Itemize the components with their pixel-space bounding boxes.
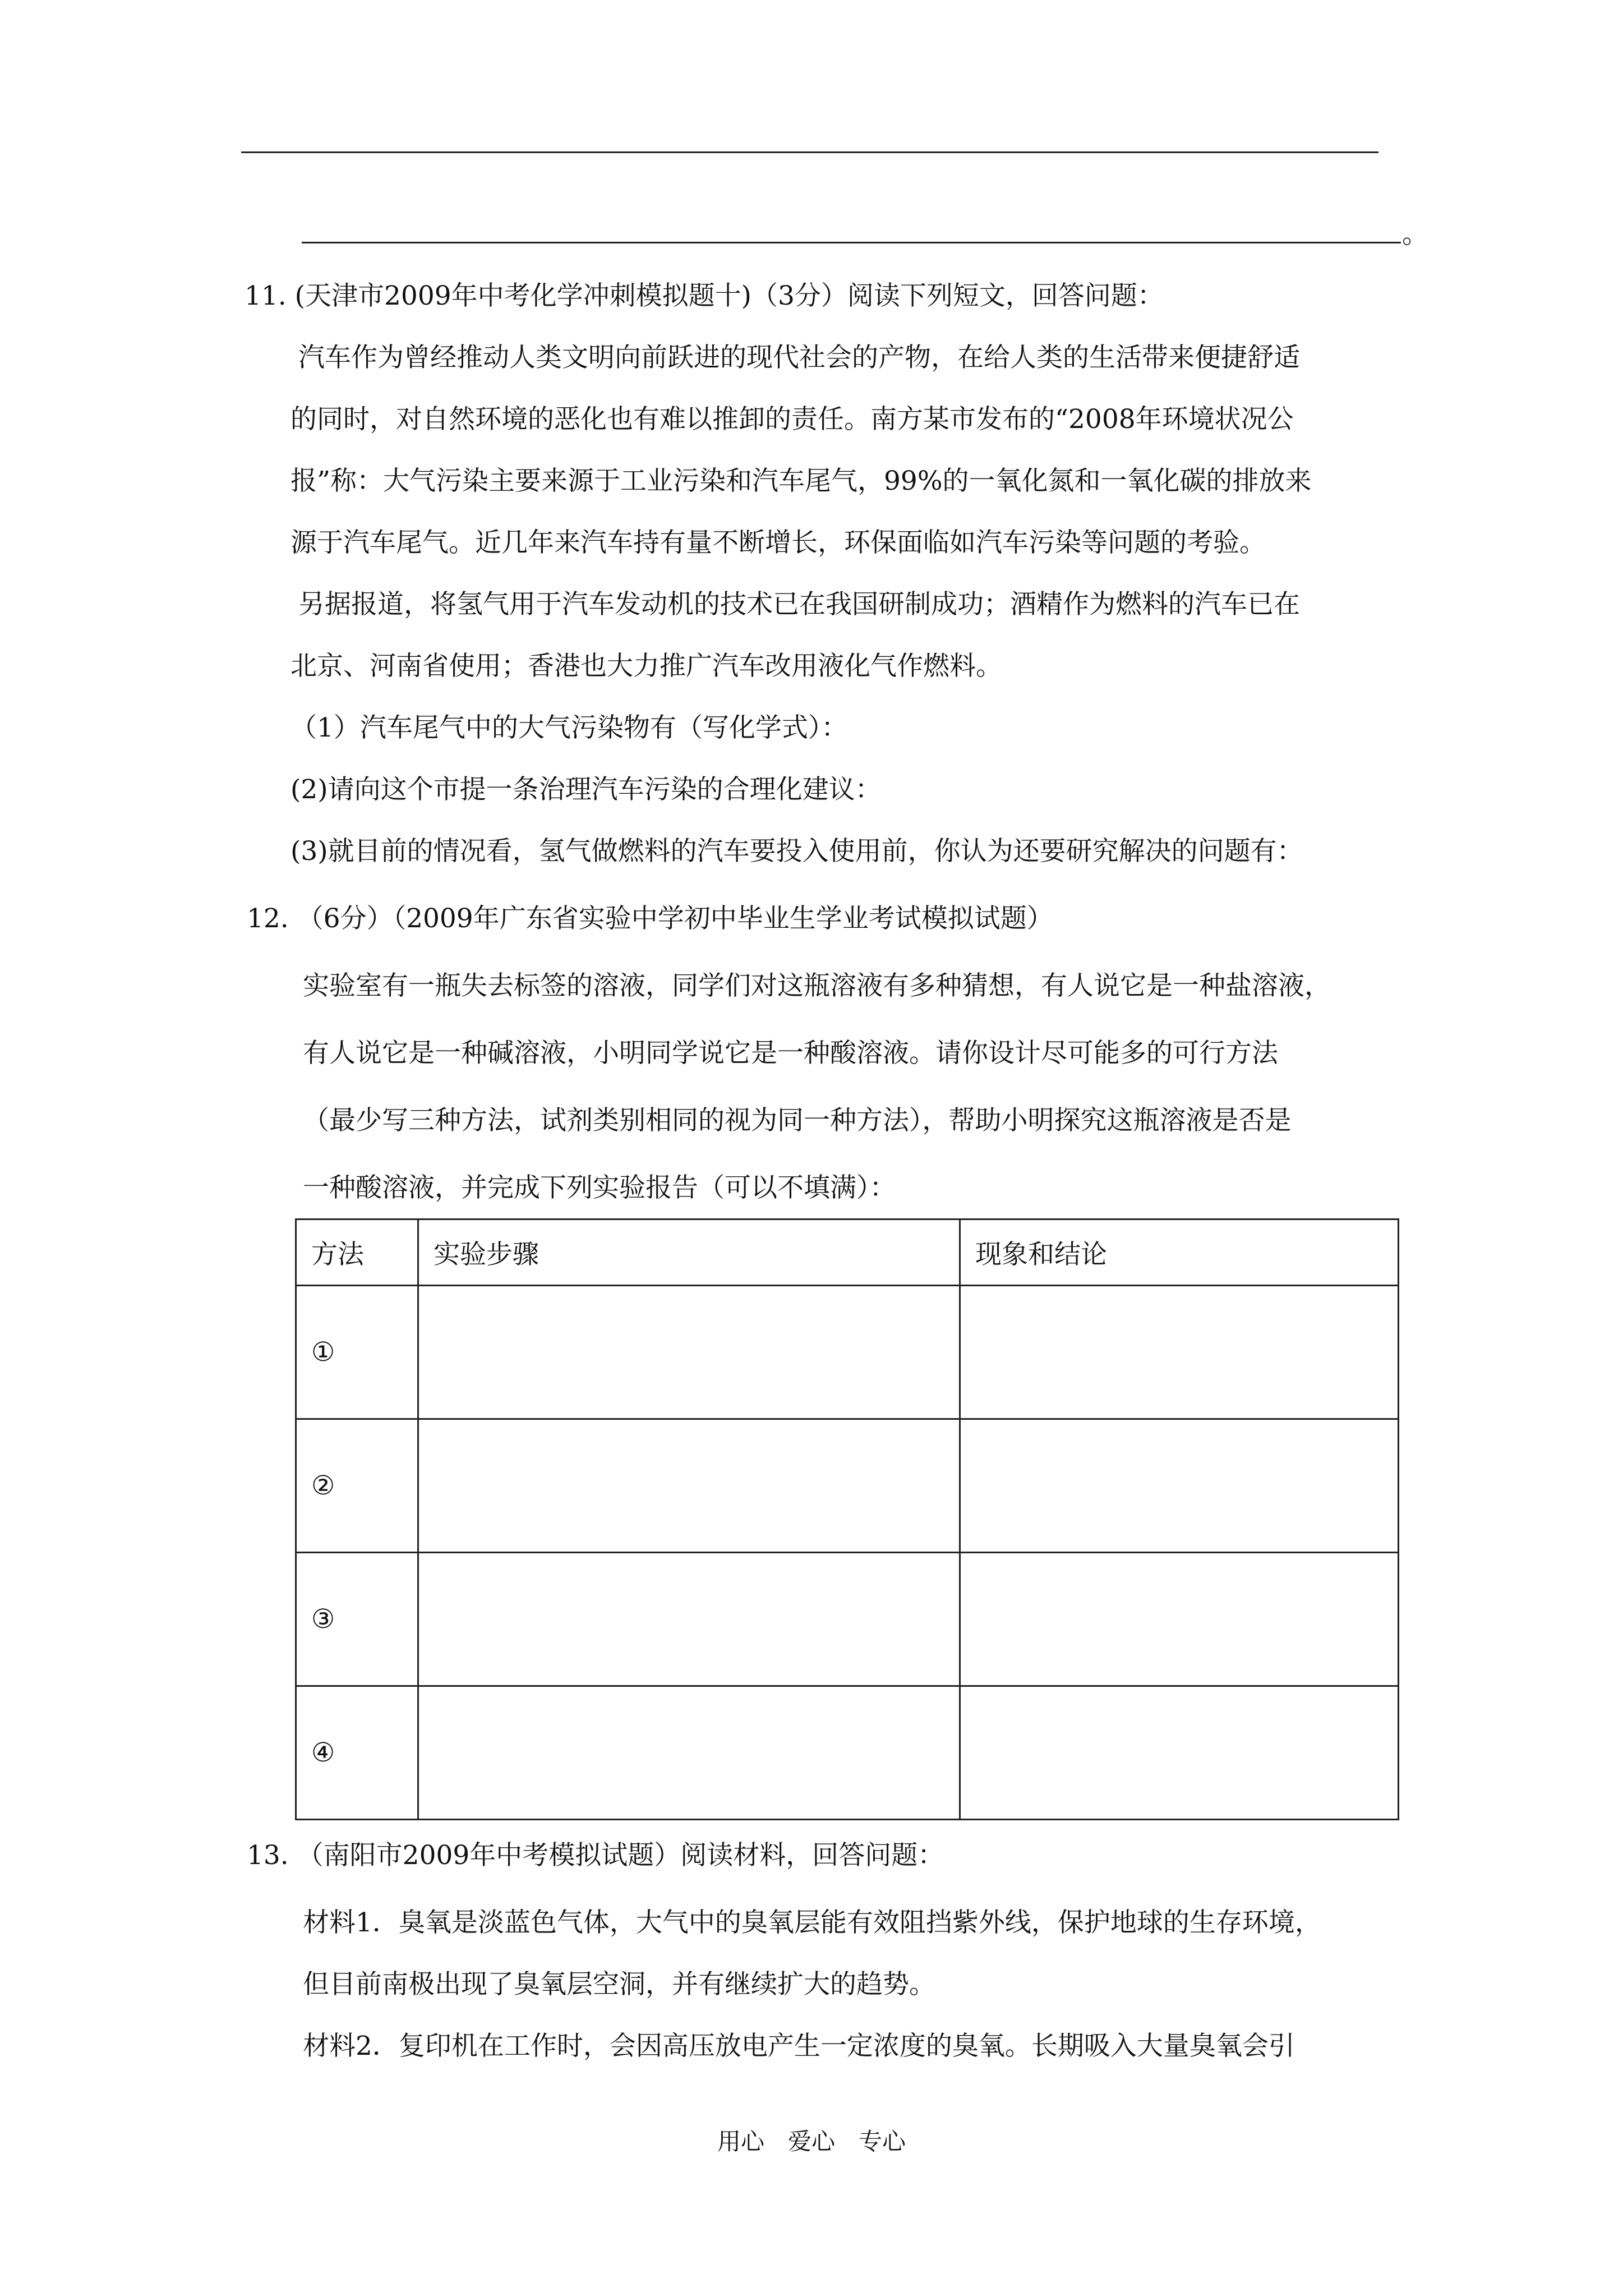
q11-paragraph-line: 北京、河南省使用；香港也大力推广汽车改用液化气作燃料。 [291,651,1002,682]
q13-paragraph-line: 但目前南极出现了臭氧层空洞，并有继续扩大的趋势。 [303,1969,935,2000]
answer-line-2 [302,242,1401,243]
method-number: ④ [296,1686,418,1820]
steps-cell[interactable] [418,1286,960,1419]
q12-paragraph-line: （最少写三种方法，试剂类别相同的视为同一种方法），帮助小明探究这瓶溶液是否是 [303,1105,1292,1136]
q12-paragraph-line: 一种酸溶液，并完成下列实验报告（可以不填满）： [303,1172,896,1203]
table-row [296,1286,1399,1419]
q11-sub-question-3: (3)就目前的情况看，氢气做燃料的汽车要投入使用前，你认为还要研究解决的问题有： [291,836,1303,867]
table-row [296,1686,1399,1820]
result-cell[interactable] [960,1419,1399,1553]
q11-paragraph-line: 的同时，对自然环境的恶化也有难以推卸的责任。南方某市发布的“2008年环境状况公 [291,404,1294,435]
answer-line-period: 。 [1402,219,1428,250]
table-header-row [296,1220,1399,1286]
table-row [296,1419,1399,1553]
steps-cell[interactable] [418,1553,960,1686]
q11-sub-question-1: （1）汽车尾气中的大气污染物有（写化学式）： [291,712,848,743]
q13-heading: 13. （南阳市2009年中考模拟试题）阅读材料，回答问题： [247,1840,944,1871]
page-footer: 用心 爱心 专心 [717,2128,906,2155]
table-row [296,1553,1399,1686]
q12-paragraph-line: 实验室有一瓶失去标签的溶液，同学们对这瓶溶液有多种猜想，有人说它是一种盐溶液， [303,970,1331,1001]
method-number: ① [296,1286,418,1419]
q13-paragraph-line: 材料1．臭氧是淡蓝色气体，大气中的臭氧层能有效阻挡紫外线，保护地球的生存环境， [303,1907,1321,1938]
q11-paragraph-line: 另据报道，将氢气用于汽车发动机的技术已在我国研制成功；酒精作为燃料的汽车已在 [298,589,1300,620]
q12-paragraph-line: 有人说它是一种碱溶液，小明同学说它是一种酸溶液。请你设计尽可能多的可行方法 [303,1038,1278,1069]
experiment-report-table [295,1218,1399,1820]
q11-paragraph-line: 报”称：大气污染主要来源于工业污染和汽车尾气，99%的一氧化氮和一氧化碳的排放来 [291,466,1312,496]
steps-cell[interactable] [418,1419,960,1553]
q12-heading: 12. （6分）（2009年广东省实验中学初中毕业生学业考试模拟试题） [247,903,1053,934]
q13-paragraph-line: 材料2．复印机在工作时，会因高压放电产生一定浓度的臭氧。长期吸入大量臭氧会引 [303,2031,1295,2062]
q11-paragraph-line: 汽车作为曾经推动人类文明向前跃进的现代社会的产物，在给人类的生活带来便捷舒适 [298,342,1300,373]
result-cell[interactable] [960,1553,1399,1686]
result-cell[interactable] [960,1686,1399,1820]
method-number: ③ [296,1553,418,1686]
header-steps: 实验步骤 [418,1220,960,1286]
steps-cell[interactable] [418,1686,960,1820]
result-cell[interactable] [960,1286,1399,1419]
header-method: 方法 [296,1220,418,1286]
header-result: 现象和结论 [960,1220,1399,1286]
q11-heading: 11. (天津市2009年中考化学冲刺模拟题十)（3分）阅读下列短文，回答问题： [245,280,1164,311]
method-number: ② [296,1419,418,1553]
q11-paragraph-line: 源于汽车尾气。近几年来汽车持有量不断增长，环保面临如汽车污染等问题的考验。 [291,527,1266,558]
q11-sub-question-2: (2)请向这个市提一条治理汽车污染的合理化建议： [291,774,882,805]
answer-line-1 [241,151,1378,153]
